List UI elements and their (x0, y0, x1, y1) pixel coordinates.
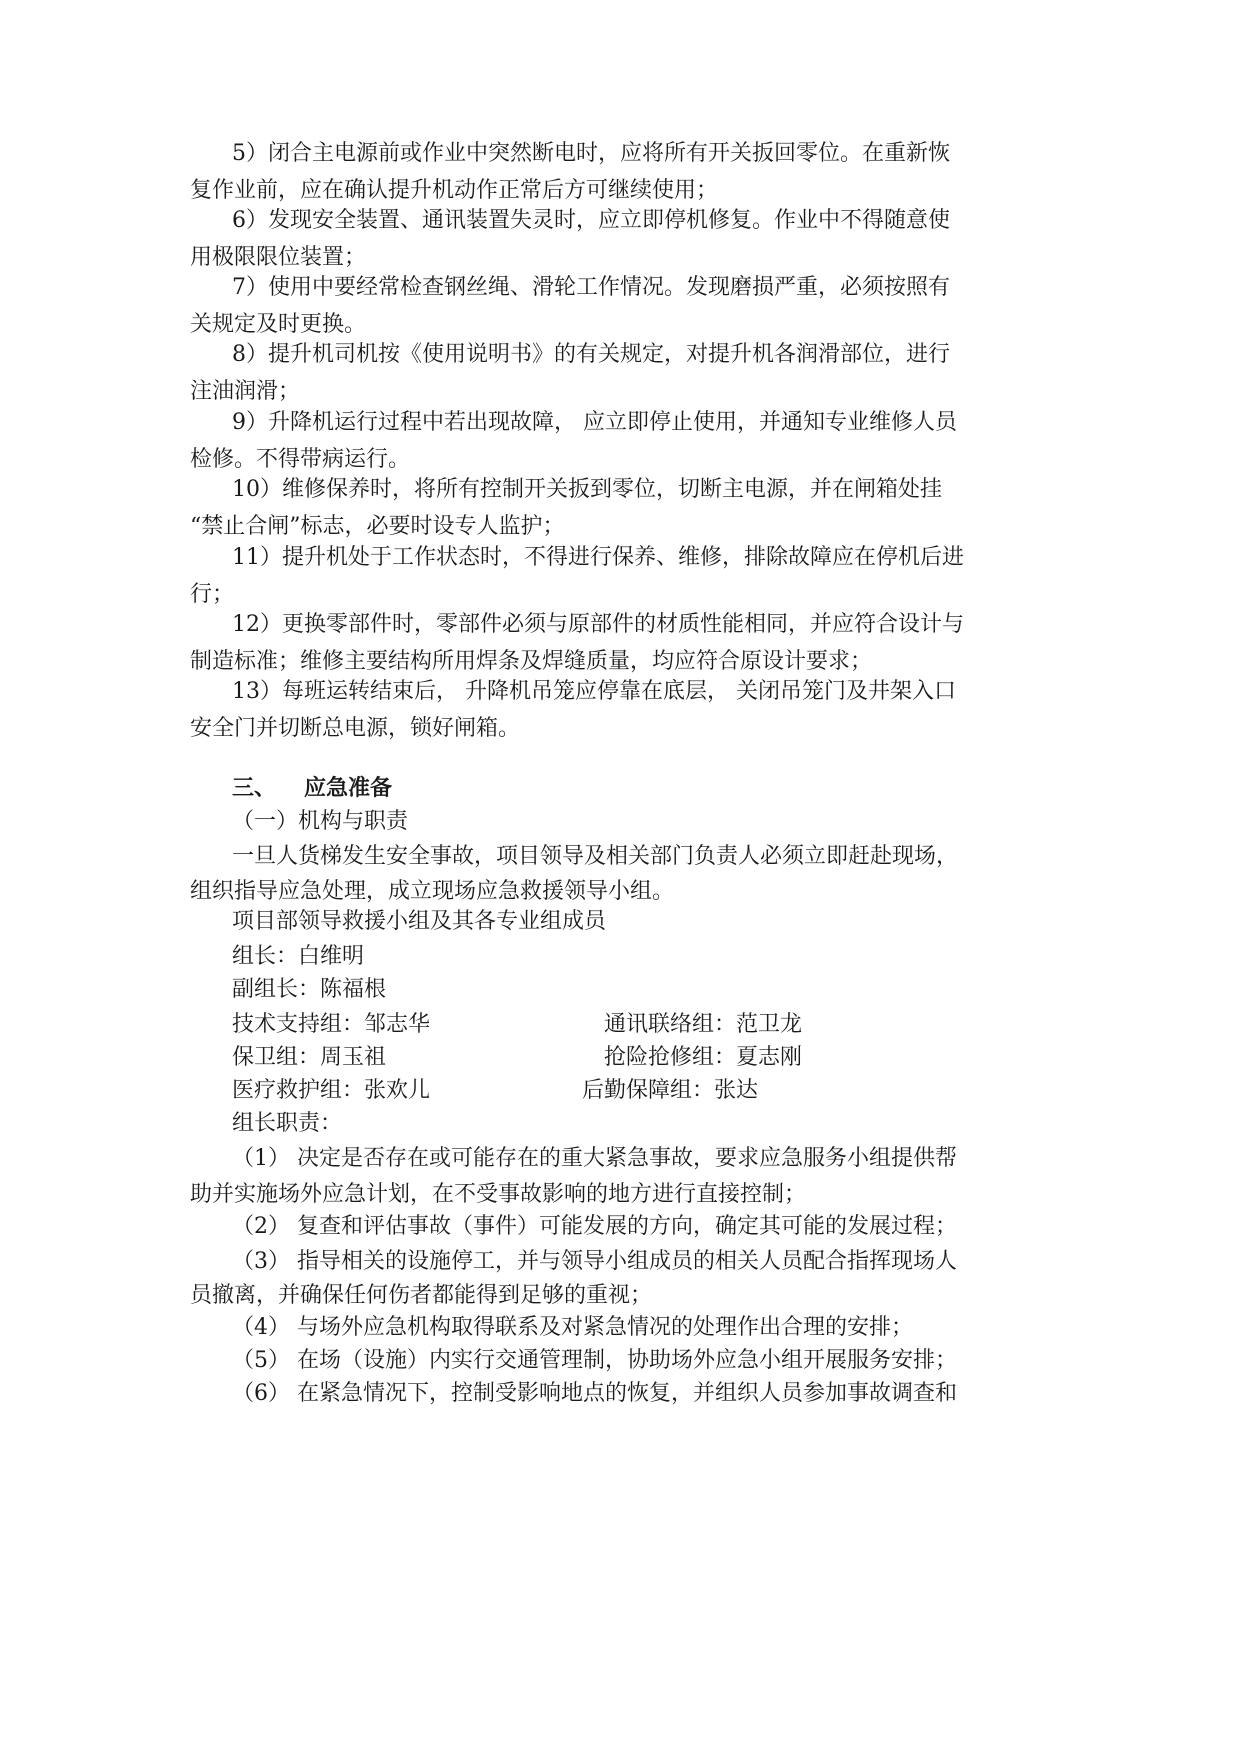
duty-4: （4） 与场外应急机构取得联系及对紧急情况的处理作出合理的安排； (232, 1315, 913, 1340)
section-heading (232, 770, 1094, 807)
group-row (232, 1039, 1094, 1076)
item-5-line-1: 5）闭合主电源前或作业中突然断电时，应将所有开关扳回零位。在重新恢 (232, 141, 950, 166)
group-communication: 通讯联络组：范卫龙 (604, 1012, 803, 1037)
team-leader: 组长：白维明 (232, 944, 365, 969)
item-9-line-2: 检修。不得带病运行。 (190, 447, 411, 472)
group-medical: 医疗救护组：张欢儿 (232, 1078, 431, 1103)
item-13-line-2: 安全门并切断总电源，锁好闸箱。 (190, 716, 521, 741)
item-5-line-2: 复作业前，应在确认提升机动作正常后方可继续使用； (190, 178, 719, 203)
duty-6-line-1: （6） 在紧急情况下，控制受影响地点的恢复，并组织人员参加事故调查和 (232, 1381, 957, 1406)
item-12-line-2: 制造标准；维修主要结构所用焊条及焊缝质量，均应符合原设计要求； (190, 649, 873, 674)
item-6-line-1: 6）发现安全装置、通讯装置失灵时，应立即停机修复。作业中不得随意使 (232, 208, 950, 233)
intro-line-2: 组织指导应急处理，成立现场应急救援领导小组。 (190, 879, 675, 904)
duty-3-line-1: （3） 指导相关的设施停工，并与领导小组成员的相关人员配合指挥现场人 (232, 1249, 957, 1274)
duty-1-line-2: 助并实施场外应急计划，在不受事故影响的地方进行直接控制； (190, 1182, 807, 1207)
duty-heading: 组长职责： (232, 1111, 343, 1136)
group-technical: 技术支持组：邹志华 (232, 1012, 431, 1037)
item-10-line-2: “禁止合闸”标志，必要时设专人监护； (190, 514, 565, 539)
item-8-line-1: 8）提升机司机按《使用说明书》的有关规定，对提升机各润滑部位，进行 (232, 342, 950, 367)
duty-5: （5） 在场（设施）内实行交通管理制，协助场外应急小组开展服务安排； (232, 1348, 957, 1373)
group-security: 保卫组：周玉祖 (232, 1045, 387, 1070)
item-9-line-1: 9）升降机运行过程中若出现故障， 应立即停止使用，并通知专业维修人员 (232, 410, 957, 435)
group-row (232, 1006, 1094, 1043)
item-13-line-1: 13）每班运转结束后， 升降机吊笼应停靠在底层， 关闭吊笼门及井架入口 (232, 679, 956, 704)
item-7-line-2: 关规定及时更换。 (190, 312, 367, 337)
team-heading: 项目部领导救援小组及其各专业组成员 (232, 909, 607, 934)
group-rescue-repair: 抢险抢修组：夏志刚 (604, 1045, 803, 1070)
item-7-line-1: 7）使用中要经常检查钢丝绳、滑轮工作情况。发现磨损严重，必须按照有 (232, 275, 950, 300)
subsection-heading: （一）机构与职责 (232, 809, 409, 834)
duty-3-line-2: 员撤离，并确保任何伤者都能得到足够的重视； (190, 1283, 653, 1308)
item-10-line-1: 10）维修保养时，将所有控制开关扳到零位，切断主电源，并在闸箱处挂 (232, 477, 942, 502)
item-6-line-2: 用极限限位装置； (190, 245, 367, 270)
group-logistics: 后勤保障组：张达 (582, 1078, 759, 1103)
group-row (232, 1072, 1094, 1109)
team-deputy: 副组长：陈福根 (232, 977, 387, 1002)
item-11-line-2: 行； (190, 582, 235, 607)
duty-1-line-1: （1） 决定是否存在或可能存在的重大紧急事故，要求应急服务小组提供帮 (232, 1146, 957, 1171)
intro-line-1: 一旦人货梯发生安全事故，项目领导及相关部门负责人必须立即赶赴现场， (232, 844, 959, 869)
item-8-line-2: 注油润滑； (190, 379, 301, 404)
item-11-line-1: 11）提升机处于工作状态时，不得进行保养、维修，排除故障应在停机后进 (232, 545, 964, 570)
section-title: 应急准备 (304, 776, 393, 801)
item-12-line-1: 12）更换零部件时，零部件必须与原部件的材质性能相同，并应符合设计与 (232, 612, 964, 637)
section-number: 三、 (232, 776, 277, 801)
duty-2: （2） 复查和评估事故（事件）可能发展的方向，确定其可能的发展过程； (232, 1214, 957, 1239)
